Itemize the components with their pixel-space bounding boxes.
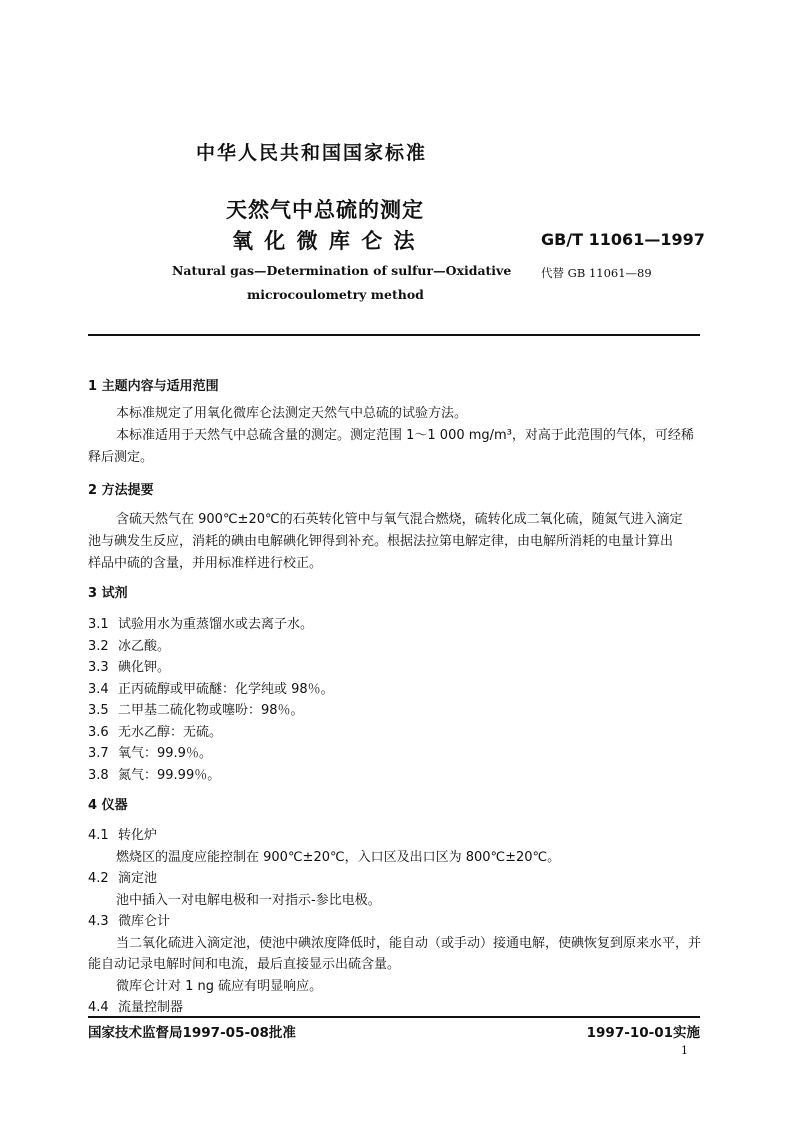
reagent-num: 3.6 (88, 725, 109, 740)
reagent-item (88, 721, 222, 740)
reagent-text: 氮气：99.99％。 (118, 768, 221, 783)
subsection-4-3-para-line-2: 能自动记录电解时间和电流，最后直接显示出硫含量。 (88, 957, 401, 972)
reagent-text: 无水乙醇：无硫。 (118, 725, 223, 740)
subsection-title: 滴定池 (118, 871, 158, 886)
subsection-num: 4.3 (88, 914, 109, 929)
section-2-para-line-3: 样品中硫的含量，并用标准样进行校正。 (88, 556, 323, 571)
reagent-item (88, 635, 170, 654)
section-1-para-2: 本标准适用于天然气中总硫含量的测定。测定范围 1～1 000 mg/m³，对高于此范围的气体，可经稀 (116, 428, 694, 443)
reagent-item (88, 699, 304, 718)
subsection-4-2-para: 池中插入一对电解电极和一对指示-参比电极。 (116, 893, 381, 908)
english-title-line-1: Natural gas—Determination of sulfur—Oxidative (172, 263, 512, 278)
section-2-heading: 2 方法提要 (88, 483, 154, 498)
reagent-item (88, 764, 220, 783)
subsection-4-1-title (88, 824, 157, 843)
reagent-num: 3.4 (88, 682, 109, 697)
reagent-text: 氧气：99.9％。 (118, 746, 212, 761)
implementation-date: 1997-10-01实施 (586, 1025, 700, 1041)
reagent-num: 3.5 (88, 703, 109, 718)
reagent-text: 二甲基二硫化物或噻吩：98％。 (118, 703, 304, 718)
reagent-text: 试验用水为重蒸馏水或去离子水。 (118, 617, 314, 632)
reagent-num: 3.7 (88, 746, 109, 761)
replaces-standard: 代替 GB 11061—89 (541, 266, 652, 280)
section-3-heading: 3 试剂 (88, 586, 128, 601)
subsection-title: 转化炉 (118, 828, 158, 843)
subsection-4-3-para-line-3: 微库仑计对 1 ng 硫应有明显响应。 (116, 979, 323, 994)
title-line-1: 天然气中总硫的测定 (226, 198, 424, 222)
reagent-num: 3.3 (88, 660, 109, 675)
national-standard-label: 中华人民共和国国家标准 (196, 142, 428, 164)
page-number: 1 (681, 1044, 688, 1057)
subsection-num: 4.1 (88, 828, 109, 843)
title-line-2: 氧 化 微 库 仑 法 (232, 229, 417, 253)
reagent-num: 3.2 (88, 639, 109, 654)
section-1-heading: 1 主题内容与适用范围 (88, 379, 219, 394)
english-title-line-2: microcoulometry method (247, 287, 424, 302)
reagent-item (88, 656, 170, 675)
reagent-item (88, 678, 334, 697)
subsection-num: 4.4 (88, 1000, 109, 1015)
reagent-num: 3.1 (88, 617, 109, 632)
footer-divider (88, 1016, 700, 1018)
section-2-para-line-1: 含硫天然气在 900℃±20℃的石英转化管中与氧气混合燃烧，硫转化成二氧化硫，随氮气进入滴定 (116, 512, 683, 527)
reagent-text: 正丙硫醇或甲硫醚：化学纯或 98％。 (118, 682, 334, 697)
standard-code: GB/T 11061—1997 (541, 230, 705, 249)
subsection-4-4-title (88, 996, 183, 1015)
header-divider (88, 334, 700, 336)
section-1-para-2-cont: 释后测定。 (88, 450, 154, 465)
reagent-item (88, 613, 313, 632)
section-4-heading: 4 仪器 (88, 798, 128, 813)
section-2-para-line-2: 池与碘发生反应，消耗的碘由电解碘化钾得到补充。根据法拉第电解定律，由电解所消耗的电量计算出 (88, 534, 674, 549)
subsection-title: 微库仑计 (118, 914, 171, 929)
subsection-num: 4.2 (88, 871, 109, 886)
subsection-4-3-para-line-1: 当二氧化硫进入滴定池，使池中碘浓度降低时，能自动（或手动）接通电解，使碘恢复到原来水平，并 (116, 936, 702, 951)
reagent-text: 碘化钾。 (118, 660, 171, 675)
reagent-num: 3.8 (88, 768, 109, 783)
section-1-para-1: 本标准规定了用氧化微库仑法测定天然气中总硫的试验方法。 (116, 406, 468, 421)
approval-line: 国家技术监督局1997-05-08批准 (88, 1025, 296, 1041)
reagent-item (88, 742, 212, 761)
subsection-4-1-para: 燃烧区的温度应能控制在 900℃±20℃，入口区及出口区为 800℃±20℃。 (116, 850, 561, 865)
subsection-title: 流量控制器 (118, 1000, 184, 1015)
subsection-4-3-title (88, 910, 170, 929)
reagent-text: 冰乙酸。 (118, 639, 171, 654)
subsection-4-2-title (88, 867, 157, 886)
